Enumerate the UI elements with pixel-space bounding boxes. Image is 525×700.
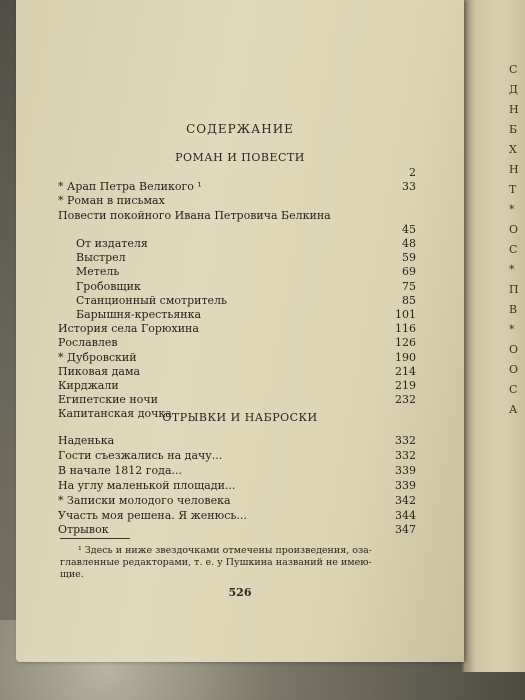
toc-entry xyxy=(58,464,416,478)
toc-entry-title: Капитанская дочка xyxy=(58,407,172,421)
right-page-letter: О xyxy=(509,343,519,356)
toc-entry xyxy=(58,509,416,523)
toc-entry-page: 332 xyxy=(395,448,416,462)
toc-entry-title: Кирджали xyxy=(58,379,119,392)
toc-entry xyxy=(76,308,416,322)
toc-entry xyxy=(58,223,416,237)
toc-entry-page: 339 xyxy=(395,463,416,477)
footnote-line-2: главленные редакторами, т. е. у Пушкина названий не имею- xyxy=(60,557,372,568)
section-heading-fragments: ОТРЫВКИ И НАБРОСКИ xyxy=(162,411,318,424)
toc-entry-title: Гости съезжались на дачу... xyxy=(58,448,223,462)
right-page-letter: Х xyxy=(509,143,517,156)
toc-entry-title: Гробовщик xyxy=(76,279,141,293)
toc-entry xyxy=(58,336,416,350)
right-page-letter: А xyxy=(509,403,518,416)
toc-entry-title: Метель xyxy=(76,265,120,279)
toc-entry-page: 2 xyxy=(409,166,416,179)
toc-entry-title: История села Горюхина xyxy=(58,322,199,336)
toc-entry xyxy=(58,209,416,223)
right-page-letter: С xyxy=(509,243,518,256)
toc-entry-title: Рославлев xyxy=(58,336,118,350)
toc-entry-page: 69 xyxy=(402,265,416,279)
right-page-letters xyxy=(509,60,523,420)
right-page-letter: П xyxy=(509,283,519,296)
toc-entry xyxy=(58,434,416,448)
toc-entry xyxy=(58,449,416,463)
toc-entry-title: От издателя xyxy=(76,237,148,250)
toc-entry xyxy=(58,365,416,379)
toc-entry-page: 59 xyxy=(402,251,416,265)
toc-entry-page: 126 xyxy=(395,336,416,350)
toc-entry-title: Участь моя решена. Я женюсь... xyxy=(58,508,247,522)
footnote-line-1: ¹ Здесь и ниже звездочками отмечены произведения, оза- xyxy=(78,545,373,556)
right-page-letter: В xyxy=(509,303,518,316)
toc-entry xyxy=(76,294,416,308)
toc-entry-page: 344 xyxy=(395,508,416,522)
toc-entry-page: 85 xyxy=(402,293,416,307)
page-title: СОДЕРЖАНИЕ xyxy=(186,122,294,136)
toc-entry xyxy=(58,393,416,407)
toc-entry-page: 101 xyxy=(395,308,416,321)
book-page xyxy=(16,0,464,662)
toc-entry xyxy=(76,265,416,279)
toc-entry xyxy=(58,194,416,208)
toc-entry xyxy=(58,494,416,508)
toc-entry xyxy=(58,523,416,537)
toc-entry-page: 75 xyxy=(402,279,416,293)
toc-entry xyxy=(58,166,416,180)
toc-entry xyxy=(58,351,416,365)
right-page-letter: * xyxy=(509,323,515,336)
section-heading-novels: РОМАН И ПОВЕСТИ xyxy=(175,151,305,164)
toc-entry-title: Повести покойного Ивана Петровича Белкина xyxy=(58,208,331,222)
toc-entry xyxy=(58,479,416,493)
toc-entry-title: На углу маленькой площади... xyxy=(58,478,236,492)
toc-entry-page: 219 xyxy=(395,379,416,392)
toc-entry-title: Египетские ночи xyxy=(58,393,158,407)
right-page-letter: Б xyxy=(509,123,518,136)
right-page-letter: * xyxy=(509,203,515,216)
page-number: 526 xyxy=(228,586,252,599)
toc-entry-title: * Дубровский xyxy=(58,350,137,364)
toc-entry xyxy=(58,180,416,194)
toc-entry xyxy=(76,251,416,265)
right-page-letter: Т xyxy=(509,183,517,196)
right-page-letter: Н xyxy=(509,103,519,116)
toc-entry-page: 45 xyxy=(402,222,416,236)
right-page-letter: О xyxy=(509,363,519,376)
toc-entry-title: * Роман в письмах xyxy=(58,194,165,208)
toc-entry-title: Наденька xyxy=(58,434,115,447)
right-page-letter: * xyxy=(509,263,515,276)
toc-entry-page: 116 xyxy=(395,322,416,336)
toc-entry-page: 332 xyxy=(395,434,416,447)
toc-entry-page: 347 xyxy=(395,523,416,537)
toc-entry xyxy=(76,280,416,294)
toc-entry-title: Пиковая дама xyxy=(58,364,141,378)
right-page-letter: О xyxy=(509,223,519,236)
right-page-letter: С xyxy=(509,63,518,76)
toc-entry-title: Барышня-крестьянка xyxy=(76,308,202,321)
toc-entry-page: 190 xyxy=(395,350,416,364)
toc-entry-title: Станционный смотритель xyxy=(76,293,228,307)
toc-entry-title: Выстрел xyxy=(76,251,126,265)
toc-entry-title: В начале 1812 года... xyxy=(58,463,182,477)
right-page-letter: Д xyxy=(509,83,518,96)
footnote-line-3: щие. xyxy=(60,569,84,580)
toc-entry xyxy=(58,322,416,336)
toc-entry-page: 48 xyxy=(402,237,416,250)
toc-entry xyxy=(58,379,416,393)
footnote-rule xyxy=(60,538,130,539)
toc-entry-title: * Записки молодого человека xyxy=(58,493,231,507)
right-page-letter: Н xyxy=(509,163,519,176)
toc-entry-page: 33 xyxy=(402,180,416,194)
toc-entry-page: 214 xyxy=(395,364,416,378)
toc-entry-page: 232 xyxy=(395,393,416,407)
toc-entry-page: 339 xyxy=(395,478,416,492)
right-page-letter: С xyxy=(509,383,518,396)
toc-entry xyxy=(76,237,416,251)
toc-entry-title: * Арап Петра Великого ¹ xyxy=(58,180,202,194)
toc-entry-title: Отрывок xyxy=(58,523,109,537)
toc-entry-page: 342 xyxy=(395,493,416,507)
